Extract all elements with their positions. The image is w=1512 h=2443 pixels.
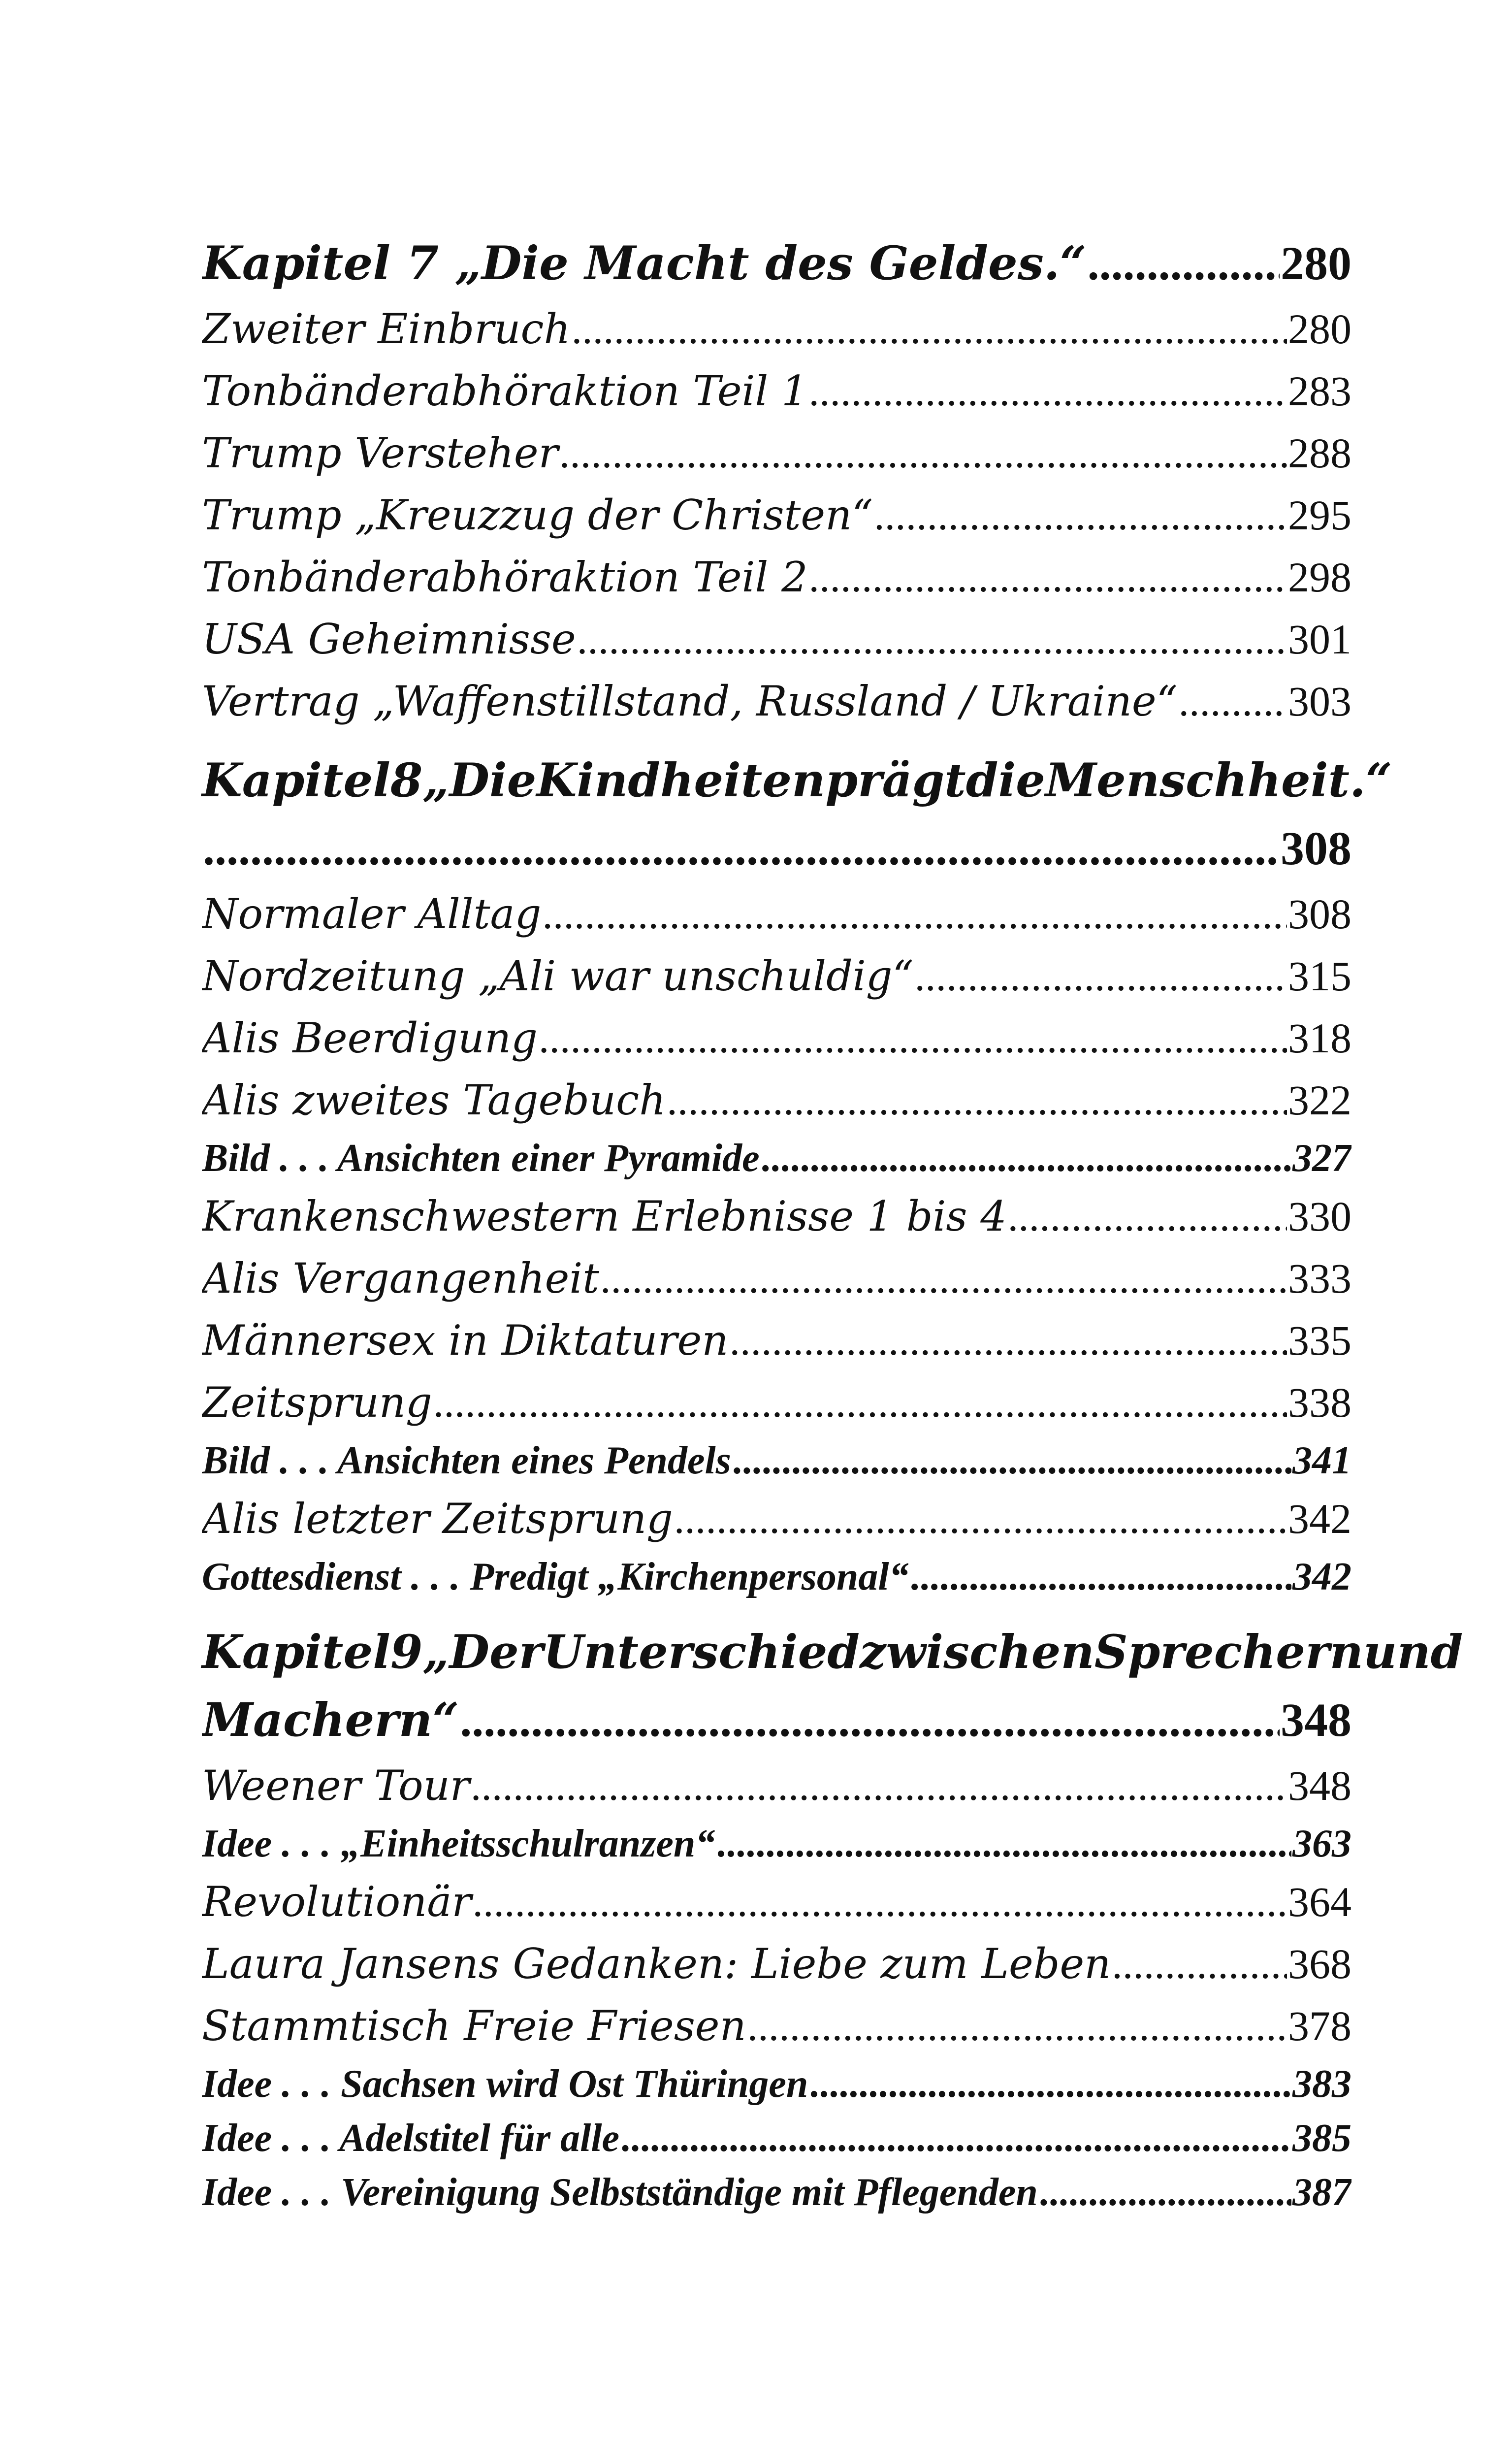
entry-title: Männersex in Diktaturen [202, 1316, 729, 1365]
dot-leader [203, 814, 1280, 883]
entry-title: Nordzeitung „Ali war unschuldig“ [202, 952, 914, 1000]
entry-page-number: 368 [1288, 1940, 1351, 1987]
toc-entry[interactable] [202, 298, 1351, 360]
dot-leader [577, 608, 1287, 670]
chapter-title-word: und [1363, 1625, 1463, 1679]
toc-entry[interactable] [202, 670, 1351, 732]
entry-title: Trump „Kreuzzug der Christen“ [202, 491, 873, 539]
toc-entry-bold[interactable] [202, 2165, 1351, 2219]
entry-page-number: 308 [1288, 890, 1351, 938]
chapter-title-word: „Der [422, 1625, 544, 1679]
chapter-title-word: prägt [825, 753, 966, 808]
toc-entry-bold[interactable] [202, 2111, 1351, 2165]
entry-page-number: 327 [1292, 1137, 1351, 1180]
toc-entry[interactable] [202, 1247, 1351, 1309]
toc-entry[interactable] [202, 1007, 1351, 1069]
dot-leader [1039, 2165, 1291, 2219]
entry-title: Idee . . . Adelstitel für alle [202, 2117, 620, 2160]
table-of-contents [202, 224, 1463, 2219]
toc-entry[interactable] [202, 883, 1351, 945]
toc-entry[interactable] [202, 360, 1351, 422]
dot-leader [620, 2111, 1291, 2165]
toc-chapter-8-line1[interactable] [202, 747, 1392, 814]
dot-leader [761, 1131, 1291, 1185]
chapter-title-word: 9 [390, 1625, 423, 1679]
entry-page-number: 288 [1288, 429, 1351, 477]
chapter-title-word: Kapitel [202, 753, 390, 808]
entry-page-number: 342 [1288, 1495, 1351, 1542]
toc-chapter-9-line1[interactable] [202, 1619, 1463, 1686]
entry-page-number: 303 [1288, 678, 1351, 725]
chapter-page-number: 348 [1281, 1694, 1351, 1746]
chapter-page-number: 308 [1281, 822, 1351, 875]
dot-leader [559, 422, 1287, 484]
entry-title: Zeitsprung [202, 1378, 432, 1427]
toc-chapter-8-line2[interactable] [202, 814, 1351, 883]
chapter-title-word: zwischen [860, 1625, 1094, 1679]
dot-leader [472, 1871, 1287, 1933]
entry-page-number: 348 [1288, 1762, 1351, 1809]
dot-leader [539, 1007, 1287, 1069]
entry-title: Idee . . . „Einheitsschulranzen“ [202, 1822, 715, 1865]
toc-entry[interactable] [202, 608, 1351, 670]
toc-entry-bold[interactable] [202, 2057, 1351, 2111]
dot-leader [1112, 1933, 1287, 1995]
entry-title: Alis Beerdigung [202, 1014, 538, 1062]
entry-title: USA Geheimnisse [202, 615, 576, 663]
dot-leader [747, 1995, 1287, 2057]
entry-title: Tonbänderabhöraktion Teil 1 [202, 367, 808, 415]
toc-chapter-9-line2[interactable] [202, 1686, 1351, 1755]
entry-page-number: 342 [1292, 1555, 1351, 1598]
entry-page-number: 280 [1288, 305, 1351, 353]
toc-entry[interactable] [202, 1371, 1351, 1433]
entry-page-number: 341 [1292, 1439, 1351, 1482]
entry-page-number: 363 [1292, 1822, 1351, 1865]
toc-entry[interactable] [202, 1755, 1351, 1817]
toc-entry[interactable] [202, 422, 1351, 484]
dot-leader [874, 484, 1287, 546]
toc-entry[interactable] [202, 1871, 1351, 1933]
chapter-title-word: „Die [422, 753, 537, 808]
toc-entry[interactable] [202, 1309, 1351, 1371]
entry-title: Alis zweites Tagebuch [202, 1076, 666, 1124]
entry-title: Idee . . . Vereinigung Selbstständige mit Pflegenden [202, 2171, 1038, 2214]
entry-page-number: 295 [1288, 491, 1351, 539]
entry-page-number: 387 [1292, 2171, 1351, 2214]
entry-page-number: 338 [1288, 1379, 1351, 1426]
toc-entry[interactable] [202, 1069, 1351, 1131]
dot-leader [729, 1309, 1287, 1371]
toc-entry[interactable] [202, 1488, 1351, 1550]
entry-title: Idee . . . Sachsen wird Ost Thüringen [202, 2062, 808, 2106]
entry-title: Normaler Alltag [202, 890, 542, 938]
entry-title: Gottesdienst . . . Predigt „Kirchenpersonal“ [202, 1555, 909, 1598]
dot-leader [809, 360, 1287, 422]
chapter-title-word: Kindheiten [536, 753, 826, 808]
entry-page-number: 301 [1288, 616, 1351, 663]
toc-entry[interactable] [202, 546, 1351, 608]
entry-title: Alis letzter Zeitsprung [202, 1495, 673, 1543]
entry-title: Weener Tour [202, 1761, 470, 1810]
chapter-title-word: 8 [390, 753, 423, 808]
entry-title: Tonbänderabhöraktion Teil 2 [202, 553, 808, 601]
toc-chapter-7[interactable] [202, 229, 1351, 298]
entry-page-number: 322 [1288, 1076, 1351, 1124]
entry-title: Trump Versteher [202, 429, 558, 477]
entry-page-number: 298 [1288, 554, 1351, 601]
entry-page-number: 385 [1292, 2117, 1351, 2160]
entry-title: Revolutionär [202, 1878, 472, 1926]
toc-entry[interactable] [202, 484, 1351, 546]
entry-title: Zweiter Einbruch [202, 305, 571, 353]
chapter-title: Kapitel 7 „Die Macht des Geldes.“ [202, 236, 1087, 291]
dot-leader [460, 1686, 1280, 1755]
dot-leader [716, 1817, 1291, 1871]
entry-page-number: 335 [1288, 1317, 1351, 1364]
toc-entry[interactable] [202, 1933, 1351, 1995]
entry-title: Bild . . . Ansichten eines Pendels [202, 1439, 731, 1482]
toc-entry[interactable] [202, 945, 1351, 1007]
entry-page-number: 330 [1288, 1193, 1351, 1240]
chapter-title: Machern“ [202, 1693, 459, 1747]
dot-leader [914, 945, 1287, 1007]
dot-leader [471, 1755, 1287, 1817]
dot-leader [1179, 670, 1287, 732]
entry-title: Alis Vergangenheit [202, 1254, 599, 1303]
chapter-title-word: die [965, 753, 1045, 808]
dot-leader [667, 1069, 1287, 1131]
chapter-title-word: Menschheit.“ [1045, 753, 1392, 808]
dot-leader [600, 1247, 1287, 1309]
entry-page-number: 383 [1292, 2062, 1351, 2106]
entry-page-number: 364 [1288, 1878, 1351, 1925]
entry-title: Laura Jansens Gedanken: Liebe zum Leben [202, 1940, 1111, 1988]
toc-entry-bold[interactable] [202, 1131, 1351, 1185]
toc-entry[interactable] [202, 1995, 1351, 2057]
toc-entry-bold[interactable] [202, 1433, 1351, 1488]
dot-leader [542, 883, 1287, 945]
toc-entry-bold[interactable] [202, 1550, 1351, 1604]
entry-page-number: 378 [1288, 2002, 1351, 2050]
dot-leader [910, 1550, 1291, 1604]
chapter-page-number: 280 [1281, 237, 1351, 290]
dot-leader [809, 546, 1287, 608]
dot-leader [572, 298, 1287, 360]
entry-title: Bild . . . Ansichten einer Pyramide [202, 1137, 760, 1180]
entry-title: Vertrag „Waffenstillstand, Russland / Ukraine“ [202, 677, 1178, 725]
entry-page-number: 333 [1288, 1255, 1351, 1302]
dot-leader [809, 2057, 1291, 2111]
entry-page-number: 315 [1288, 952, 1351, 1000]
toc-entry[interactable] [202, 1185, 1351, 1247]
entry-title: Stammtisch Freie Friesen [202, 2002, 746, 2050]
entry-page-number: 318 [1288, 1014, 1351, 1062]
dot-leader [674, 1488, 1287, 1550]
dot-leader [732, 1433, 1291, 1488]
dot-leader [1088, 229, 1280, 298]
dot-leader [1008, 1185, 1287, 1247]
chapter-title-word: Kapitel [202, 1625, 390, 1679]
chapter-title-word: Unterschied [543, 1625, 860, 1679]
dot-leader [433, 1371, 1287, 1433]
chapter-title-word: Sprechern [1094, 1625, 1363, 1679]
toc-entry-bold[interactable] [202, 1817, 1351, 1871]
entry-page-number: 283 [1288, 367, 1351, 415]
entry-title: Krankenschwestern Erlebnisse 1 bis 4 [202, 1192, 1007, 1240]
